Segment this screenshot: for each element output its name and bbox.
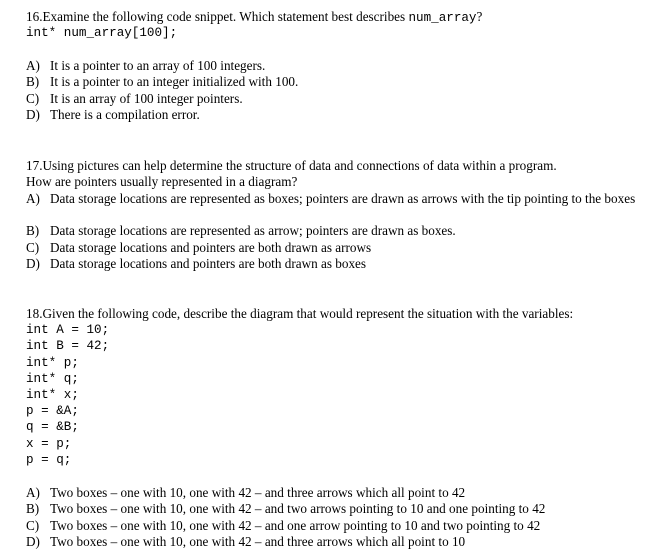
option-text: Data storage locations are represented as arrow; pointers are drawn as boxes. [50,223,456,238]
question-17-text: Using pictures can help determine the structure of data and connections of data within a program. [42,158,557,173]
option-letter: C) [26,240,40,255]
question-18-prompt [26,306,573,322]
option-letter: B) [26,501,40,516]
option-letter: B) [26,223,40,238]
question-18-code-line: p = &A; [26,404,79,418]
question-17-option-b [26,223,646,239]
option-text: There is a compilation error. [50,107,200,122]
option-text: It is an array of 100 integer pointers. [50,91,243,106]
question-18-option-a [26,485,646,501]
question-17-option-d [26,256,646,272]
option-text: Data storage locations and pointers are both drawn as boxes [50,256,367,271]
option-letter: A) [26,485,40,500]
question-16-number: 16. [26,9,43,24]
question-16-option-c [26,91,646,107]
option-text: Data storage locations are represented as boxes; pointers are drawn as arrows with the tip pointing to the boxes [50,191,636,206]
question-17-option-c [26,240,646,256]
option-text: Two boxes – one with 10, one with 42 – and three arrows which all point to 42 [50,485,466,500]
question-18-number: 18. [26,306,43,321]
option-letter: A) [26,191,40,206]
option-text: Two boxes – one with 10, one with 42 – and three arrows which all point to 10 [50,534,466,549]
question-18-code-line: x = p; [26,437,72,451]
question-16-option-b [26,74,646,90]
question-17-option-a [26,191,646,207]
option-text: Two boxes – one with 10, one with 42 – and two arrows pointing to 10 and one pointing to 42 [50,501,546,516]
option-text: It is a pointer to an integer initialized with 100. [50,74,299,89]
question-17-number: 17. [26,158,43,173]
question-16-option-a [26,58,646,74]
option-letter: A) [26,58,40,73]
question-17-prompt-line-2: How are pointers usually represented in a diagram? [26,174,298,189]
question-16-text: Examine the following code snippet. Which statement best describes [42,9,409,24]
question-17-prompt-line-1 [26,158,557,174]
question-18-code-line: int A = 10; [26,323,110,337]
question-16-code: int* num_array[100]; [26,26,178,40]
question-18-code-line: int* p; [26,356,79,370]
option-letter: D) [26,534,40,549]
option-text: Two boxes – one with 10, one with 42 – and one arrow pointing to 10 and two pointing to 42 [50,518,541,533]
question-18-option-d [26,534,646,550]
question-16-text-end: ? [476,9,483,24]
question-18-code-line: int B = 42; [26,339,110,353]
question-16-inline-code: num_array [408,11,477,25]
question-18-code-line: int* x; [26,388,79,402]
question-18-option-b [26,501,646,517]
option-text: It is a pointer to an array of 100 integers. [50,58,266,73]
option-letter: D) [26,256,40,271]
question-16-prompt [26,9,482,26]
option-letter: C) [26,91,40,106]
question-18-text: Given the following code, describe the diagram that would represent the situation with the variables: [42,306,574,321]
option-letter: C) [26,518,40,533]
question-18-option-c [26,518,646,534]
option-letter: D) [26,107,40,122]
question-18-code-line: int* q; [26,372,79,386]
question-16-option-d [26,107,646,123]
question-18-code-line: p = q; [26,453,72,467]
option-text: Data storage locations and pointers are both drawn as arrows [50,240,372,255]
question-18-code-line: q = &B; [26,420,79,434]
option-letter: B) [26,74,40,89]
